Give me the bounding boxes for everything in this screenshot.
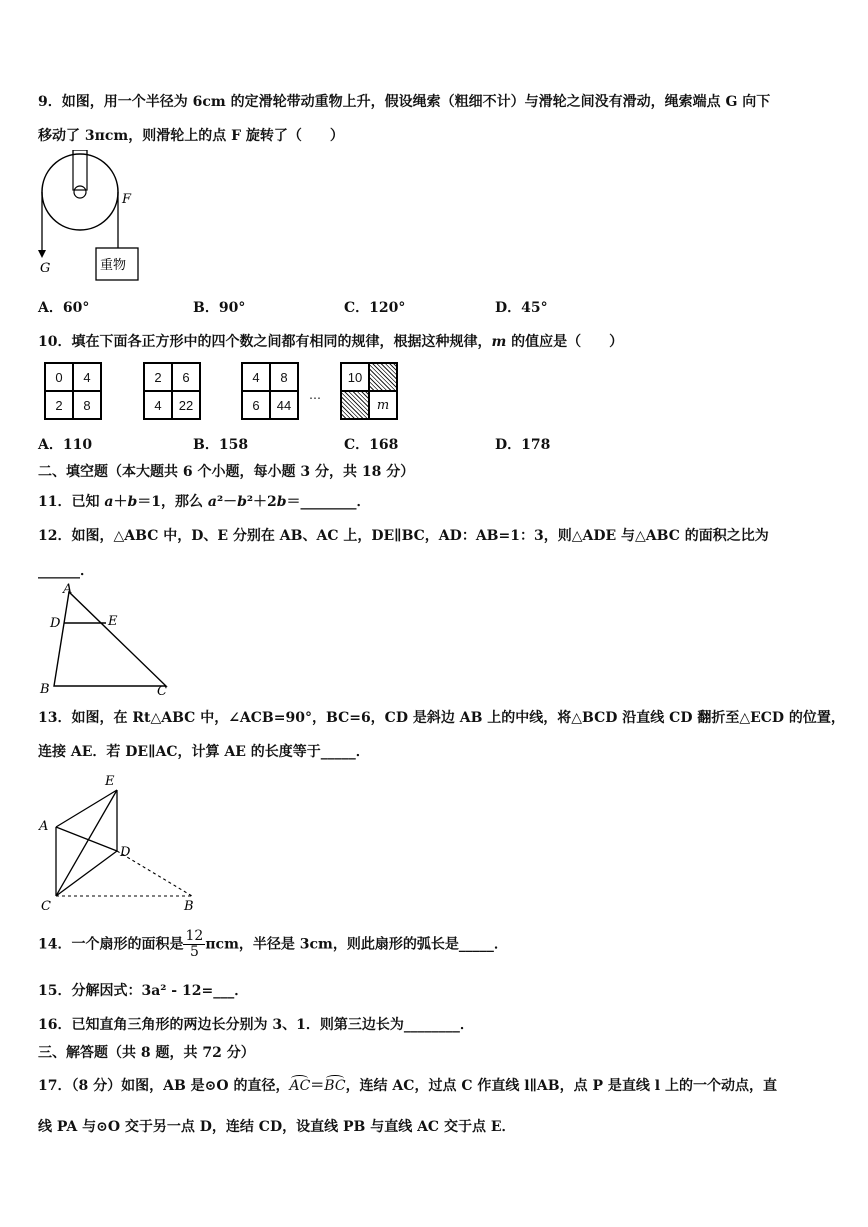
number-square-3	[241, 362, 299, 420]
q10-option-d: D．178	[495, 437, 551, 453]
q11: 11．已知 a＋b＝1，那么 a²－b²＋2b＝________．	[38, 494, 371, 510]
segment-ad	[56, 827, 117, 851]
square-cell: 4	[242, 363, 270, 391]
pulley-figure	[36, 150, 146, 285]
fraction: $\frac{12}{5}$	[185, 928, 204, 960]
label-E: E	[105, 774, 115, 789]
square-cell: 4	[144, 391, 172, 419]
label-C: C	[157, 684, 167, 698]
segment-ae	[56, 790, 117, 827]
label-A: A	[39, 819, 49, 834]
square-cell: 0	[45, 363, 73, 391]
arc-bc: BC	[324, 1078, 346, 1094]
label-D: D	[120, 845, 131, 860]
q10-option-b: B．158	[193, 437, 249, 453]
square-cell: 2	[144, 363, 172, 391]
q17-line2: 线 PA 与⊙O 交于另一点 D，连结 CD，设直线 PB 与直线 AC 交于点 E．	[38, 1119, 516, 1135]
number-square-1	[44, 362, 102, 420]
arc-ac: AC	[289, 1078, 311, 1094]
label-B: B	[40, 682, 50, 697]
q9-option-c: C．120°	[344, 300, 406, 316]
label-B: B	[184, 899, 194, 914]
q15: 15．分解因式：3a² - 12=___．	[38, 983, 249, 999]
label-D: D	[50, 616, 61, 631]
number-square-4	[340, 362, 398, 420]
q10-option-a: A．110	[38, 437, 93, 453]
square-cell: 6	[172, 363, 200, 391]
square-cell: 4	[73, 363, 101, 391]
square-cell: 22	[172, 391, 200, 419]
square-cell: 10	[341, 363, 369, 391]
q9-line1: 9．如图，用一个半径为 6cm 的定滑轮带动重物上升，假设绳索（粗细不计）与滑轮之间没有滑动，绳索端点 G 向下	[38, 94, 771, 110]
q13-line2: 连接 AE．若 DE∥AC，计算 AE 的长度等于_____．	[38, 744, 370, 760]
segment-ec	[56, 790, 117, 896]
square-cell: 6	[242, 391, 270, 419]
number-square-2	[143, 362, 201, 420]
weight-label: 重物	[100, 258, 127, 273]
section-3-heading: 三、解答题（共 8 题，共 72 分）	[38, 1045, 255, 1061]
triangle-abc-figure	[36, 580, 176, 698]
square-cell: 8	[73, 391, 101, 419]
square-cell: 8	[270, 363, 298, 391]
pulley-axle	[74, 186, 86, 198]
hatched-cell	[341, 391, 369, 419]
q9-option-a: A．60°	[38, 300, 90, 316]
q14: 14．一个扇形的面积是 $\frac{12}{5}$ πcm，半径是 3cm，则此扇形的弧长是_____．	[38, 928, 508, 960]
label-C: C	[41, 899, 51, 914]
label-F: F	[122, 192, 132, 207]
triangle-abc	[54, 592, 166, 686]
square-cell: 2	[45, 391, 73, 419]
segment-cd	[56, 851, 117, 896]
q12-line2: ______．	[38, 563, 94, 579]
label-G: G	[40, 261, 51, 276]
q9-option-b: B．90°	[193, 300, 246, 316]
q16: 16．已知直角三角形的两边长分别为 3、1．则第三边长为________．	[38, 1017, 474, 1033]
q17-line1: 17．（8 分）如图，AB 是⊙O 的直径，AC＝BC，连结 AC，过点 C 作直线 l∥AB，点 P 是直线 l 上的一个动点，直	[38, 1078, 777, 1094]
arrow-down-icon	[38, 250, 46, 258]
hatched-cell	[369, 363, 397, 391]
q10-option-c: C．168	[344, 437, 399, 453]
q10-stem: 10．填在下面各正方形中的四个数之间都有相同的规律，根据这种规律，m 的值应是（ ）	[38, 334, 624, 350]
squares-ellipsis: …	[309, 388, 321, 402]
fold-triangle-figure	[36, 770, 206, 915]
q13-line1: 13．如图，在 Rt△ABC 中，∠ACB=90°，BC=6，CD 是斜边 AB 上的中线，将△BCD 沿直线 CD 翻折至△ECD 的位置，	[38, 710, 845, 726]
q9-option-d: D．45°	[495, 300, 548, 316]
square-cell-m: m	[369, 391, 397, 419]
label-E: E	[108, 614, 118, 629]
section-2-heading: 二、填空题（本大题共 6 个小题，每小题 3 分，共 18 分）	[38, 464, 415, 480]
label-A: A	[63, 582, 73, 597]
q9-line2: 移动了 3πcm，则滑轮上的点 F 旋转了（ ）	[38, 128, 344, 144]
square-cell: 44	[270, 391, 298, 419]
q12-line1: 12．如图，△ABC 中，D、E 分别在 AB、AC 上，DE∥BC，AD：AB=1：3，则△ADE 与△ABC 的面积之比为	[38, 528, 769, 544]
